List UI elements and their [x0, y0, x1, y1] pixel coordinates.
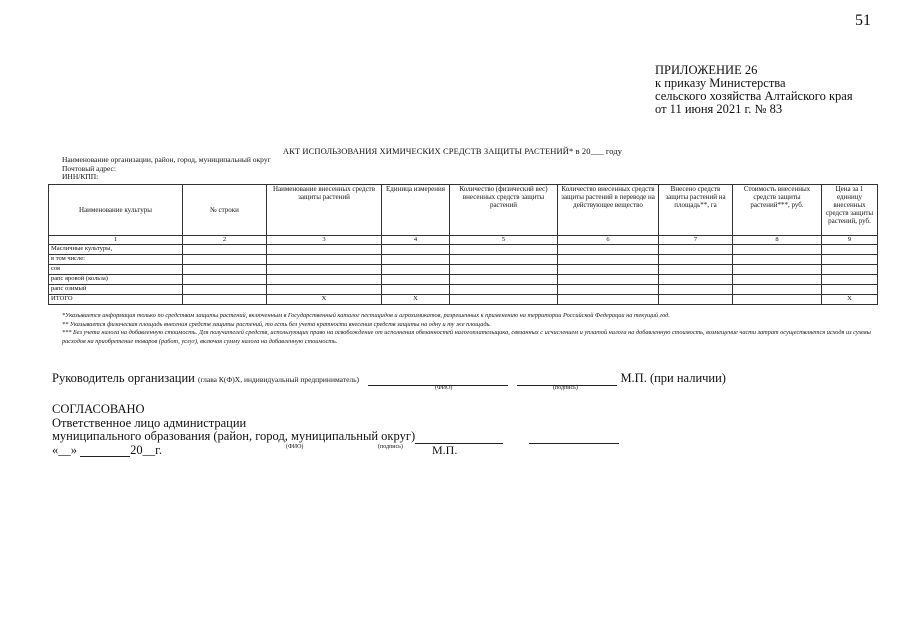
table-row: [49, 245, 878, 255]
header-unit: Единица измерения: [382, 185, 450, 236]
column-number-row: [49, 236, 878, 245]
table-cell: [733, 285, 822, 295]
table-cell: [267, 245, 382, 255]
appendix-line-3: сельского хозяйства Алтайского края: [655, 89, 853, 103]
table-cell: [267, 265, 382, 275]
agreed-line-2: муниципального образования (район, город, муниципальный округ): [52, 429, 416, 443]
page-number: 51: [855, 12, 871, 29]
col-number: 3: [267, 236, 382, 245]
table-cell: [659, 265, 733, 275]
table-cell: [659, 295, 733, 305]
appendix-line-4: от 11 июня 2021 г. № 83: [655, 102, 783, 116]
table-cell: [382, 245, 450, 255]
table-cell: [733, 255, 822, 265]
table-cell: [822, 245, 878, 255]
col-number: 9: [822, 236, 878, 245]
signature-caption: (подпись): [553, 385, 578, 391]
header-unit-price: Цена за 1 единицу внесенных средств защиты растений, руб.: [822, 185, 878, 236]
table-cell: [183, 245, 267, 255]
table-cell: [558, 285, 659, 295]
date-year: 20__г.: [130, 442, 162, 457]
table-cell: X: [822, 295, 878, 305]
appendix-block: [655, 64, 853, 116]
agreed-signature-field[interactable]: [529, 431, 619, 444]
header-cost: Стоимость внесенных средств защиты растений***, руб.: [733, 185, 822, 236]
organization-info: [62, 156, 271, 182]
table-cell: [267, 275, 382, 285]
table-row: [49, 265, 878, 275]
date-month-field[interactable]: [80, 444, 130, 457]
agreed-signature-caption: (подпись): [378, 444, 403, 450]
table-cell: [822, 275, 878, 285]
footnote-1: *Указывается информация только по средствам защиты растений, включенным в Государственный каталог пестицидов и агрохимикатов, разрешенных к применению на территории Российской Федерации на текущий год.: [62, 312, 670, 319]
table-cell: [659, 245, 733, 255]
table-cell: [382, 275, 450, 285]
table-cell: [558, 265, 659, 275]
table-cell: [558, 245, 659, 255]
agreed-title: СОГЛАСОВАНО: [52, 402, 145, 416]
header-product-name: Наименование внесенных средств защиты растений: [267, 185, 382, 236]
table-cell: [450, 255, 558, 265]
head-signature-line: [52, 371, 726, 386]
table-cell: [659, 275, 733, 285]
header-quantity-active-substance: Количество внесенных средств защиты растений в переводе на действующее вещество: [558, 185, 659, 236]
footnote-3: *** Без учета налога на добавленную стоимость. Для получателей средств, использующих право на освобождение от исполнения обязанностей налогоплательщика, связанных с исчислением и уплатой налога на добавленную стоимость, возмещение части затрат осуществляется исходя из суммы расходов на приобретение товаров (работ, услуг), включая сумму налога на добавленную стоимость.: [62, 329, 871, 346]
col-number: 2: [183, 236, 267, 245]
col-number: 1: [49, 236, 183, 245]
org-name-label: Наименование организации, район, город, муниципальный округ: [62, 155, 271, 164]
col-number: 8: [733, 236, 822, 245]
table-cell: [450, 295, 558, 305]
col-number: 4: [382, 236, 450, 245]
table-cell: [450, 275, 558, 285]
table-cell: [450, 265, 558, 275]
head-label: Руководитель организации: [52, 371, 195, 385]
fio-caption: (ФИО): [435, 385, 453, 391]
table-cell: [183, 295, 267, 305]
col-number: 7: [659, 236, 733, 245]
table-cell: X: [267, 295, 382, 305]
header-quantity-physical: Количество (физический вес) внесенных средств защиты растений: [450, 185, 558, 236]
table-cell: [382, 255, 450, 265]
agreed-line-1: Ответственное лицо администрации: [52, 415, 247, 430]
agreed-fio-field[interactable]: [415, 431, 503, 444]
table-cell: [267, 255, 382, 265]
footnotes: [62, 312, 877, 347]
crop-label: рапс озимый: [49, 285, 183, 295]
act-title: АКТ ИСПОЛЬЗОВАНИЯ ХИМИЧЕСКИХ СРЕДСТВ ЗАЩИТЫ РАСТЕНИЙ* в 20___ году: [282, 146, 623, 156]
table-cell: [382, 265, 450, 275]
chemicals-usage-table: [48, 184, 878, 305]
table-cell: [183, 265, 267, 275]
crop-label: ИТОГО: [49, 295, 183, 305]
table-cell: [659, 285, 733, 295]
col-number: 6: [558, 236, 659, 245]
appendix-line-1: ПРИЛОЖЕНИЕ 26: [655, 63, 758, 77]
stamp-label: М.П. (при наличии): [620, 371, 726, 385]
table-cell: [450, 285, 558, 295]
table-header-row: [49, 185, 878, 236]
table-cell: [822, 285, 878, 295]
table-cell: [822, 255, 878, 265]
agreed-line-2-row: [52, 430, 619, 444]
header-row-number: № строки: [183, 185, 267, 236]
agreed-fio-caption: (ФИО): [286, 444, 304, 450]
table-cell: [558, 295, 659, 305]
table-cell: [183, 285, 267, 295]
table-cell: [822, 265, 878, 275]
agreed-date-row: [52, 444, 619, 458]
table-row: [49, 285, 878, 295]
table-cell: [659, 255, 733, 265]
header-crop-name: Наименование культуры: [49, 185, 183, 236]
table-cell: [267, 285, 382, 295]
table-cell: [733, 265, 822, 275]
crop-label: рапс яровой (кольза): [49, 275, 183, 285]
table-cell: [183, 275, 267, 285]
table-cell: [733, 295, 822, 305]
head-note: (глава К(Ф)Х, индивидуальный предприниматель): [197, 375, 360, 384]
table-cell: [450, 245, 558, 255]
table-row-total: [49, 295, 878, 305]
table-cell: [733, 245, 822, 255]
date-day: «__»: [52, 442, 77, 457]
crop-label: Масличные культуры,: [49, 245, 183, 255]
header-area-ha: Внесено средств защиты растений на площадь**, га: [659, 185, 733, 236]
table-cell: [733, 275, 822, 285]
postal-address-label: Почтовый адрес:: [62, 163, 116, 173]
footnote-2: ** Указывается физическая площадь внесения средств защиты растений, то есть без учета кратности внесения средств защиты на одну и ту же площадь.: [62, 320, 491, 328]
table-row: [49, 255, 878, 265]
agreed-stamp-label: М.П.: [432, 443, 458, 457]
table-cell: [382, 285, 450, 295]
table-cell: [558, 255, 659, 265]
crop-label: в том числе:: [49, 255, 183, 265]
table-cell: [558, 275, 659, 285]
appendix-line-2: к приказу Министерства: [655, 76, 786, 90]
inn-kpp-label: ИНН/КПП:: [62, 172, 99, 182]
table-cell: [183, 255, 267, 265]
approval-block: [52, 403, 619, 457]
crop-label: соя: [49, 265, 183, 275]
col-number: 5: [450, 236, 558, 245]
table-cell: X: [382, 295, 450, 305]
table-row: [49, 275, 878, 285]
